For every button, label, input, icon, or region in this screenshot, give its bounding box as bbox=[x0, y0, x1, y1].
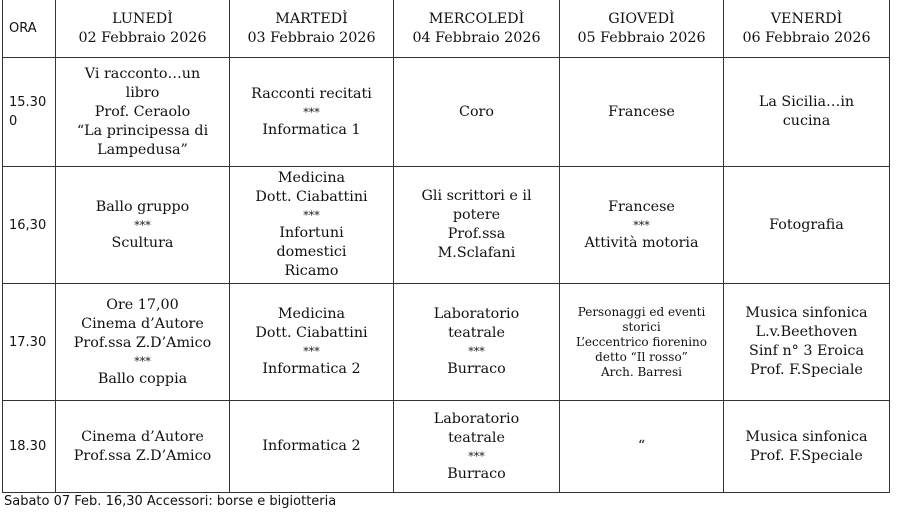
activity-line: Ricamo bbox=[284, 263, 339, 279]
activity-cell bbox=[230, 58, 394, 167]
activity-line: Infortuni bbox=[279, 225, 344, 241]
activity-cell bbox=[56, 58, 230, 167]
activity-cell bbox=[724, 401, 890, 493]
header-day bbox=[230, 0, 394, 58]
activity-cell bbox=[230, 401, 394, 493]
table-row bbox=[3, 401, 890, 493]
activity-cell bbox=[560, 284, 724, 401]
separator: *** bbox=[303, 209, 320, 222]
activity-line: Cinema d’Autore bbox=[81, 315, 204, 332]
header-day bbox=[56, 0, 230, 58]
activity-line: Lampedusa” bbox=[97, 141, 188, 158]
activity-cell bbox=[394, 401, 560, 493]
time-label: 18.30 bbox=[9, 439, 47, 454]
activity-line: Laboratorio bbox=[433, 410, 520, 427]
activity-line: Prof. F.Speciale bbox=[750, 447, 863, 464]
day-name: LUNEDÌ bbox=[112, 10, 173, 27]
time-label: 16,30 bbox=[9, 217, 47, 233]
activity-line: Sinf n° 3 Eroica bbox=[749, 343, 864, 359]
day-date: 03 Febbraio 2026 bbox=[247, 29, 376, 46]
time-label: 17.30 bbox=[9, 334, 47, 350]
activity-line: detto “Il rosso” bbox=[595, 349, 688, 364]
separator: *** bbox=[134, 218, 151, 232]
activity-line: Burraco bbox=[447, 361, 506, 377]
day-date: 02 Febbraio 2026 bbox=[78, 29, 207, 46]
activity-line: Dott. Ciabattini bbox=[255, 189, 368, 205]
activity-line: Racconti recitati bbox=[251, 85, 372, 102]
activity-cell bbox=[56, 284, 230, 401]
header-ora: ORA bbox=[3, 0, 56, 58]
separator: *** bbox=[303, 345, 320, 358]
activity-line: Musica sinfonica bbox=[745, 305, 868, 321]
activity-line: Musica sinfonica bbox=[745, 428, 868, 445]
activity-line: Personaggi ed eventi bbox=[577, 304, 706, 319]
activity-line: Burraco bbox=[447, 465, 506, 482]
activity-line: Fotografia bbox=[769, 216, 844, 233]
activity-line: Arch. Barresi bbox=[600, 364, 683, 379]
activity-line: Ballo coppia bbox=[97, 370, 188, 387]
footer-note: Sabato 07 Feb. 16,30 Accessori: borse e bigiotteria bbox=[4, 494, 337, 509]
activity-line: La Sicilia…in bbox=[758, 94, 855, 110]
activity-line: cucina bbox=[782, 113, 831, 129]
time-cell bbox=[3, 284, 56, 401]
separator: *** bbox=[134, 354, 151, 368]
activity-cell bbox=[724, 284, 890, 401]
activity-line: M.Sclafani bbox=[437, 245, 516, 261]
activity-line: Francese bbox=[608, 103, 675, 120]
activity-line: potere bbox=[452, 207, 501, 223]
activity-cell bbox=[394, 284, 560, 401]
day-name: MARTEDÌ bbox=[275, 10, 348, 27]
time-cell bbox=[3, 58, 56, 167]
activity-line: Informatica 2 bbox=[262, 361, 361, 377]
time-label: 15.30 bbox=[9, 95, 47, 110]
header-day bbox=[724, 0, 890, 58]
header-row bbox=[3, 0, 890, 58]
day-date: 06 Febbraio 2026 bbox=[742, 29, 871, 46]
activity-line: Prof. Ceraolo bbox=[94, 103, 191, 120]
activity-line: Prof.ssa Z.D’Amico bbox=[73, 447, 212, 464]
activity-cell bbox=[724, 58, 890, 167]
activity-cell bbox=[394, 58, 560, 167]
activity-line: L’eccentrico fiorenino bbox=[575, 334, 708, 349]
table-row bbox=[3, 167, 890, 284]
activity-cell bbox=[560, 58, 724, 167]
activity-line: Medicina bbox=[277, 170, 346, 186]
activity-line: “La principessa di bbox=[76, 122, 209, 139]
activity-line: Laboratorio bbox=[433, 306, 520, 322]
header-day bbox=[394, 0, 560, 58]
separator: *** bbox=[468, 345, 485, 358]
separator: *** bbox=[303, 105, 320, 119]
day-date: 05 Febbraio 2026 bbox=[577, 29, 706, 46]
activity-line: Prof.ssa Z.D’Amico bbox=[73, 334, 212, 351]
activity-line: Coro bbox=[459, 103, 494, 120]
time-cell bbox=[3, 401, 56, 493]
activity-line: Medicina bbox=[277, 306, 346, 322]
activity-cell bbox=[560, 401, 724, 493]
activity-line: Scultura bbox=[111, 234, 174, 251]
activity-line: Ore 17,00 bbox=[106, 296, 179, 313]
separator: *** bbox=[468, 449, 485, 463]
activity-line: Prof.ssa bbox=[447, 226, 506, 242]
day-date: 04 Febbraio 2026 bbox=[412, 29, 541, 46]
activity-line: Francese bbox=[608, 198, 675, 215]
time-label: 0 bbox=[9, 114, 18, 129]
activity-line: teatrale bbox=[448, 325, 505, 341]
activity-line: storici bbox=[622, 319, 661, 334]
header-day bbox=[560, 0, 724, 58]
activity-line: L.v.Beethoven bbox=[755, 324, 858, 340]
table-row bbox=[3, 284, 890, 401]
activity-cell bbox=[230, 167, 394, 284]
activity-line: domestici bbox=[276, 244, 347, 260]
activity-cell bbox=[724, 167, 890, 284]
day-name: GIOVEDÌ bbox=[608, 10, 675, 27]
activity-cell bbox=[56, 401, 230, 493]
activity-line: Vi racconto…un bbox=[84, 65, 201, 82]
separator: *** bbox=[633, 218, 650, 232]
table-row bbox=[3, 58, 890, 167]
activity-line: Attività motoria bbox=[584, 234, 699, 251]
day-name: MERCOLEDÌ bbox=[428, 10, 525, 27]
activity-line: Prof. F.Speciale bbox=[750, 362, 863, 378]
activity-line: libro bbox=[125, 84, 160, 101]
activity-line: Cinema d’Autore bbox=[81, 428, 204, 445]
day-name: VENERDÌ bbox=[770, 10, 843, 27]
activity-line: teatrale bbox=[448, 429, 505, 446]
activity-line: Ballo gruppo bbox=[95, 198, 190, 215]
activity-cell bbox=[230, 284, 394, 401]
activity-line: Gli scrittori e il bbox=[421, 188, 532, 204]
activity-line: Dott. Ciabattini bbox=[255, 325, 368, 341]
activity-cell bbox=[56, 167, 230, 284]
activity-line: Informatica 2 bbox=[262, 438, 361, 454]
activity-cell bbox=[560, 167, 724, 284]
activity-line: Informatica 1 bbox=[262, 121, 361, 138]
schedule-table bbox=[2, 0, 890, 493]
time-cell bbox=[3, 167, 56, 284]
activity-cell bbox=[394, 167, 560, 284]
activity-line: “ bbox=[637, 438, 646, 454]
